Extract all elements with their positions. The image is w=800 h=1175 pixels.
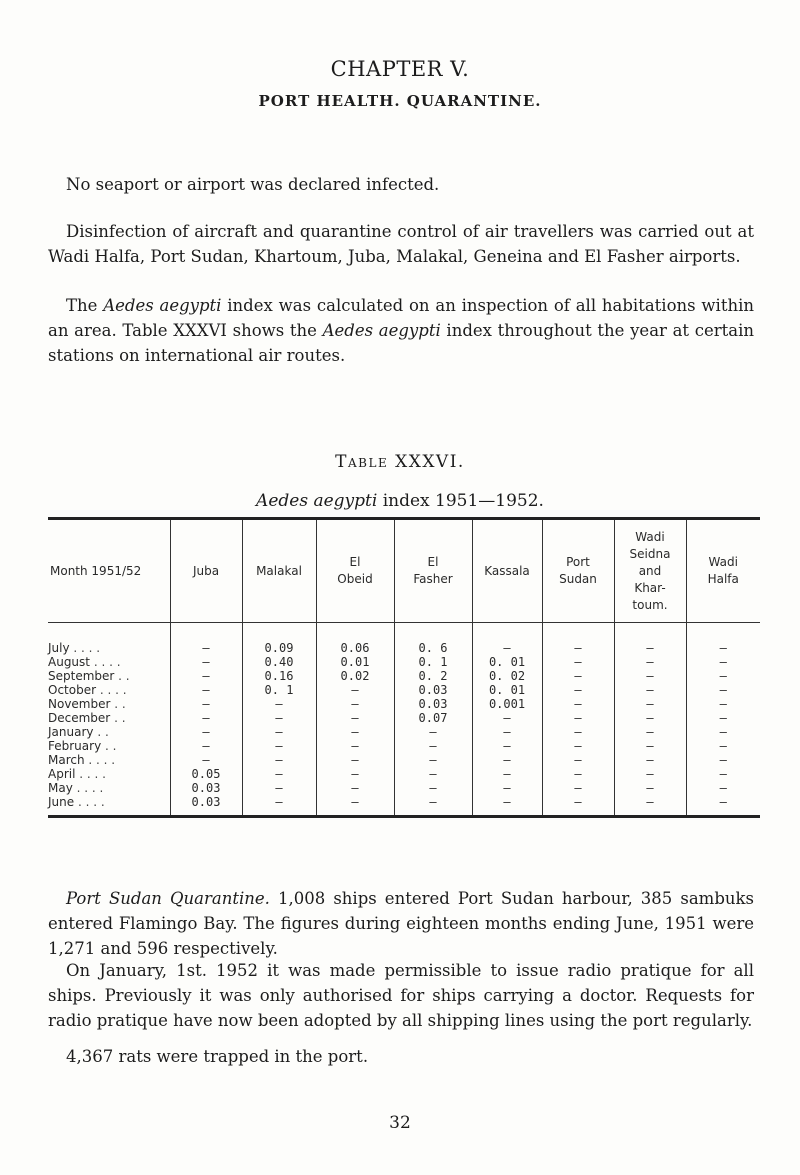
table-body [48, 623, 760, 817]
value-cell: — [472, 753, 542, 767]
header-kassala: Kassala [472, 519, 542, 623]
value-cell: — [686, 725, 760, 739]
value-cell: 0. 01 [472, 655, 542, 669]
value-cell: — [394, 767, 472, 781]
value-cell: 0.09 [242, 641, 316, 655]
table-row [48, 767, 760, 781]
value-cell: — [242, 711, 316, 725]
header-wadi-seidna-khartoum: Wadi Seidna and Khar- toum. [614, 519, 686, 623]
value-cell: — [542, 739, 614, 753]
paragraph-rats-trapped [48, 1044, 754, 1069]
value-cell: — [542, 655, 614, 669]
value-cell: — [542, 711, 614, 725]
value-cell: 0.01 [316, 655, 394, 669]
value-cell: — [170, 697, 242, 711]
month-cell: January . . [48, 725, 109, 739]
table-row [48, 781, 760, 795]
month-cell: June . . . . [48, 795, 170, 817]
value-cell: — [542, 683, 614, 697]
chapter-title: CHAPTER V. [330, 57, 470, 81]
month-cell: May . . . . [48, 781, 104, 795]
value-cell: 0.06 [316, 641, 394, 655]
value-cell: — [394, 781, 472, 795]
value-cell: 0. 01 [472, 683, 542, 697]
value-cell: — [316, 697, 394, 711]
value-cell: — [542, 697, 614, 711]
header-juba: Juba [170, 519, 242, 623]
value-cell: — [316, 767, 394, 781]
month-cell: August . . . . [48, 655, 121, 669]
subtitle-text: index 1951—1952. [377, 491, 544, 511]
value-cell: 0.40 [242, 655, 316, 669]
value-cell: — [316, 739, 394, 753]
paragraph-text: Disinfection of aircraft and quarantine control of air travellers was carried out at Wadi Halfa, Port Sudan, Khartoum, Juba, Malakal, Geneina and El Fasher airports. [48, 222, 754, 266]
page-number: 32 [389, 1113, 411, 1133]
value-cell: — [542, 767, 614, 781]
value-cell: — [242, 725, 316, 739]
value-cell: — [472, 767, 542, 781]
value-cell: — [170, 683, 242, 697]
value-cell: — [170, 739, 242, 753]
table-title: Table XXXVI. [335, 452, 465, 472]
value-cell: — [170, 725, 242, 739]
paragraph-disinfection [48, 219, 754, 269]
value-cell: 0.03 [170, 781, 242, 795]
table-row [48, 655, 760, 669]
value-cell: — [170, 753, 242, 767]
value-cell: 0.07 [394, 711, 472, 725]
value-cell: — [614, 683, 686, 697]
value-cell: — [614, 655, 686, 669]
species-name: Aedes aegypti [256, 491, 378, 511]
header-el-obeid: El Obeid [316, 519, 394, 623]
value-cell: — [686, 655, 760, 669]
value-cell: — [614, 725, 686, 739]
value-cell: — [242, 753, 316, 767]
value-cell: 0.03 [394, 697, 472, 711]
paragraph-port-sudan-quarantine [48, 886, 754, 961]
value-cell: 0. 02 [472, 669, 542, 683]
header-month: Month 1951/52 [48, 519, 170, 623]
value-cell: — [614, 795, 686, 817]
month-cell: October . . . . [48, 683, 127, 697]
paragraph-text: On January, 1st. 1952 it was made permissible to issue radio pratique for all ships. Previously it was only authorised for ships carrying a doctor. Requests for radio pratique have now been adopted by all shipping lines using the port regularly. [48, 961, 754, 1030]
value-cell: — [686, 795, 760, 817]
value-cell: 0.001 [472, 697, 542, 711]
paragraph-lead: Port Sudan Quarantine. [66, 889, 270, 908]
table-row [48, 753, 760, 767]
value-cell: — [394, 753, 472, 767]
value-cell: — [472, 739, 542, 753]
value-cell: — [316, 711, 394, 725]
paragraph-no-infected-ports [48, 172, 754, 197]
species-name: Aedes aegypti [103, 296, 222, 315]
value-cell: — [686, 711, 760, 725]
value-cell: — [394, 725, 472, 739]
table-row [48, 711, 760, 725]
value-cell: — [316, 795, 394, 817]
aedes-index-table [48, 517, 760, 818]
value-cell: — [542, 669, 614, 683]
value-cell: — [394, 795, 472, 817]
paragraph-text: No seaport or airport was declared infected. [66, 175, 440, 194]
spacer-row [48, 623, 760, 642]
month-cell: February . . [48, 739, 117, 753]
paragraph-text: index was calculated on an inspection of all habitations within an area. Table XXXVI shows the [48, 296, 754, 340]
value-cell: — [242, 739, 316, 753]
value-cell: — [686, 683, 760, 697]
value-cell: — [686, 697, 760, 711]
value-cell: — [242, 767, 316, 781]
paragraph-aedes-index [48, 293, 754, 368]
table-row [48, 697, 760, 711]
value-cell: — [242, 697, 316, 711]
value-cell: — [542, 725, 614, 739]
value-cell: — [170, 669, 242, 683]
month-cell: March . . . . [48, 753, 116, 767]
paragraph-radio-pratique [48, 958, 754, 1033]
value-cell: 0.16 [242, 669, 316, 683]
value-cell: — [542, 781, 614, 795]
value-cell: — [472, 641, 542, 655]
value-cell: — [614, 711, 686, 725]
value-cell: — [686, 767, 760, 781]
month-cell: April . . . . [48, 767, 106, 781]
value-cell: — [316, 781, 394, 795]
value-cell: 0.05 [170, 767, 242, 781]
table-row [48, 739, 760, 753]
value-cell: — [170, 641, 242, 655]
value-cell: 0.02 [316, 669, 394, 683]
value-cell: — [614, 767, 686, 781]
paragraph-text: 1,008 ships entered Port Sudan harbour, 385 sambuks entered Flamingo Bay. The figures during eighteen months ending June, 1951 were 1,271 and 596 respectively. [48, 889, 754, 958]
section-heading: PORT HEALTH. QUARANTINE. [258, 92, 542, 110]
value-cell: — [614, 739, 686, 753]
value-cell: — [686, 781, 760, 795]
value-cell: — [170, 711, 242, 725]
value-cell: — [472, 711, 542, 725]
value-cell: — [614, 753, 686, 767]
value-cell: — [686, 739, 760, 753]
table-row [48, 669, 760, 683]
table-row [48, 683, 760, 697]
value-cell: — [316, 683, 394, 697]
value-cell: — [686, 753, 760, 767]
table-row [48, 641, 760, 655]
value-cell: 0. 1 [394, 655, 472, 669]
table-subtitle [0, 491, 800, 511]
value-cell: 0. 6 [394, 641, 472, 655]
header-malakal: Malakal [242, 519, 316, 623]
table-header-row [48, 519, 760, 623]
value-cell: — [686, 669, 760, 683]
value-cell: — [614, 697, 686, 711]
paragraph-text: The [66, 296, 104, 315]
value-cell: — [472, 795, 542, 817]
value-cell: — [242, 781, 316, 795]
value-cell: — [542, 753, 614, 767]
value-cell: 0. 2 [394, 669, 472, 683]
value-cell: — [242, 795, 316, 817]
header-port-sudan: Port Sudan [542, 519, 614, 623]
table-row [48, 795, 760, 817]
table-row [48, 725, 760, 739]
value-cell: 0.03 [394, 683, 472, 697]
paragraph-text: 4,367 rats were trapped in the port. [66, 1047, 369, 1066]
header-wadi-halfa: Wadi Halfa [686, 519, 760, 623]
value-cell: — [686, 641, 760, 655]
month-cell: November . . [48, 697, 126, 711]
value-cell: — [316, 753, 394, 767]
value-cell: 0.03 [170, 795, 242, 817]
value-cell: — [614, 641, 686, 655]
month-cell: September . . [48, 669, 130, 683]
value-cell: — [170, 655, 242, 669]
value-cell: — [614, 669, 686, 683]
value-cell: — [542, 641, 614, 655]
paragraph-text: index throughout the year at certain stations on international air routes. [48, 321, 755, 365]
value-cell: — [394, 739, 472, 753]
species-name: Aedes aegypti [322, 321, 441, 340]
value-cell: — [542, 795, 614, 817]
value-cell: — [472, 781, 542, 795]
month-cell: December . . [48, 711, 126, 725]
value-cell: 0. 1 [242, 683, 316, 697]
header-el-fasher: El Fasher [394, 519, 472, 623]
month-cell: July . . . . [48, 641, 101, 655]
value-cell: — [614, 781, 686, 795]
value-cell: — [316, 725, 394, 739]
value-cell: — [472, 725, 542, 739]
